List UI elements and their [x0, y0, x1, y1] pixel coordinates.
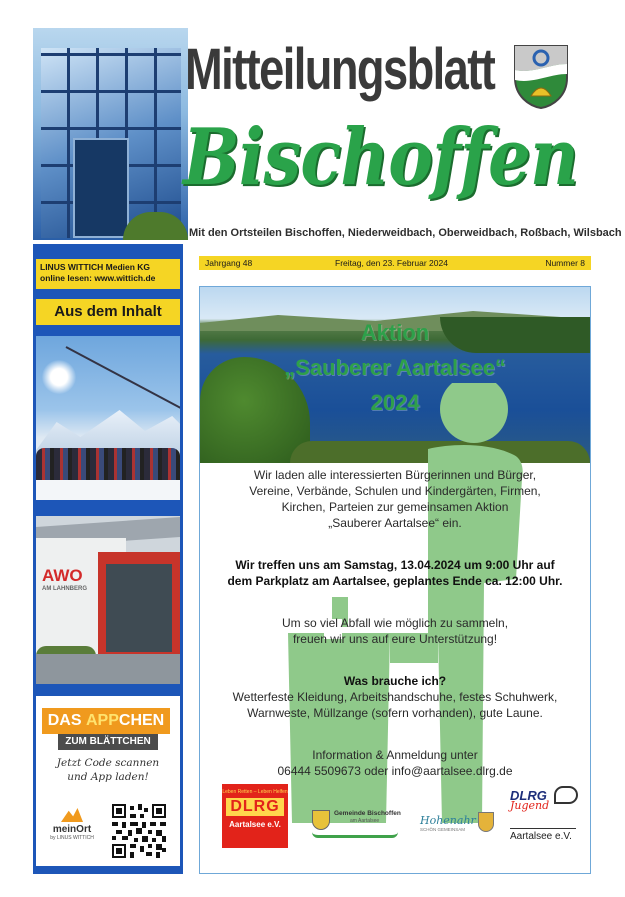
- skier-crowd: [36, 448, 180, 482]
- invitation-paragraph: Wir laden alle interessierten Bürgerinnen und Bürger, Vereine, Verbände, Schulen und Kindergärten, Firmen, Kirchen, Parteien zur gemeinsamen Aktion „Sauberer Aartalsee“ ein.: [249, 468, 541, 530]
- masthead-title-line2: Bischoffen: [183, 112, 578, 203]
- app-handwritten-note: Jetzt Code scannen und App laden!: [56, 757, 160, 783]
- entrance-door: [73, 138, 129, 238]
- app-subtitle: ZUM BLÄTTCHEN: [58, 734, 158, 750]
- town-hall-photo: [33, 28, 188, 240]
- sun: [42, 360, 76, 394]
- dlrg-jugend-logo: DLRG Jugend Aartalsee e.V.: [510, 788, 580, 852]
- sidebar: [33, 244, 183, 874]
- publisher-box: [36, 259, 180, 289]
- publisher-name: LINUS WITTICH Medien KG: [40, 262, 151, 272]
- issue-volume: Jahrgang 48: [205, 258, 253, 268]
- crest-icon: [478, 812, 494, 832]
- mountain-icon: [61, 808, 83, 822]
- hohenahr-logo: Hohenahr SCHÖN GEMEINSAM: [420, 814, 500, 844]
- awo-building-photo: [36, 516, 180, 684]
- ground: [36, 654, 180, 684]
- gemeinde-bischoffen-logo: Gemeinde Bischoffen am Aartalsee: [312, 806, 402, 846]
- meinort-logo: meinOrt by LINUS WITTICH: [40, 808, 104, 841]
- dlrg-aartalsee-logo: Leben Retten – Leben Helfen DLRG Aartalsee e.V.: [222, 784, 288, 848]
- qr-code-icon[interactable]: [112, 804, 166, 858]
- contact-info: Information & Anmeldung unter 06444 5509673 oder info@aartalsee.dlrg.de: [277, 748, 513, 778]
- article-headline: Aktion „Sauberer Aartalsee“ 2024: [284, 320, 506, 415]
- main-article: [199, 286, 591, 874]
- equipment-heading: Was brauche ich?: [343, 674, 447, 688]
- masthead: [33, 28, 622, 244]
- online-link[interactable]: online lesen: www.wittich.de: [40, 273, 156, 283]
- eagle-icon: [554, 786, 578, 804]
- issue-date: Freitag, den 23. Februar 2024: [335, 258, 448, 268]
- issue-info-bar: [199, 256, 591, 270]
- ski-lift-cable: [66, 346, 180, 409]
- ski-photo: [36, 336, 180, 500]
- app-title: DAS APPCHEN: [42, 708, 170, 734]
- masthead-title-line1: Mitteilungsblatt: [185, 37, 495, 102]
- snow: [36, 480, 180, 500]
- support-paragraph: Um so viel Abfall wie möglich zu sammeln, freuen wir uns auf eure Unterstützung!: [281, 616, 509, 646]
- app-promo[interactable]: [36, 696, 180, 866]
- awo-logo: AWO AM LAHNBERG: [42, 566, 87, 592]
- masthead-subtitle: Mit den Ortsteilen Bischoffen, Niederweidbach, Oberweidbach, Roßbach, Wilsbach: [189, 227, 622, 239]
- contents-heading: Aus dem Inhalt: [36, 299, 180, 325]
- issue-number: Nummer 8: [545, 258, 585, 268]
- crest-icon: [312, 810, 330, 830]
- equipment-list: Wetterfeste Kleidung, Arbeitshandschuhe, festes Schuhwerk, Warnweste, Müllzange (sofern vorhanden), gute Laune.: [232, 690, 558, 720]
- sponsor-logos: [200, 782, 590, 872]
- swoosh: [312, 832, 398, 838]
- door-glass: [106, 564, 172, 652]
- meeting-details: Wir treffen uns am Samstag, 13.04.2024 um 9:00 Uhr auf dem Parkplatz am Aartalsee, geplantes Ende ca. 12:00 Uhr.: [227, 558, 563, 588]
- coat-of-arms-icon: [513, 44, 569, 110]
